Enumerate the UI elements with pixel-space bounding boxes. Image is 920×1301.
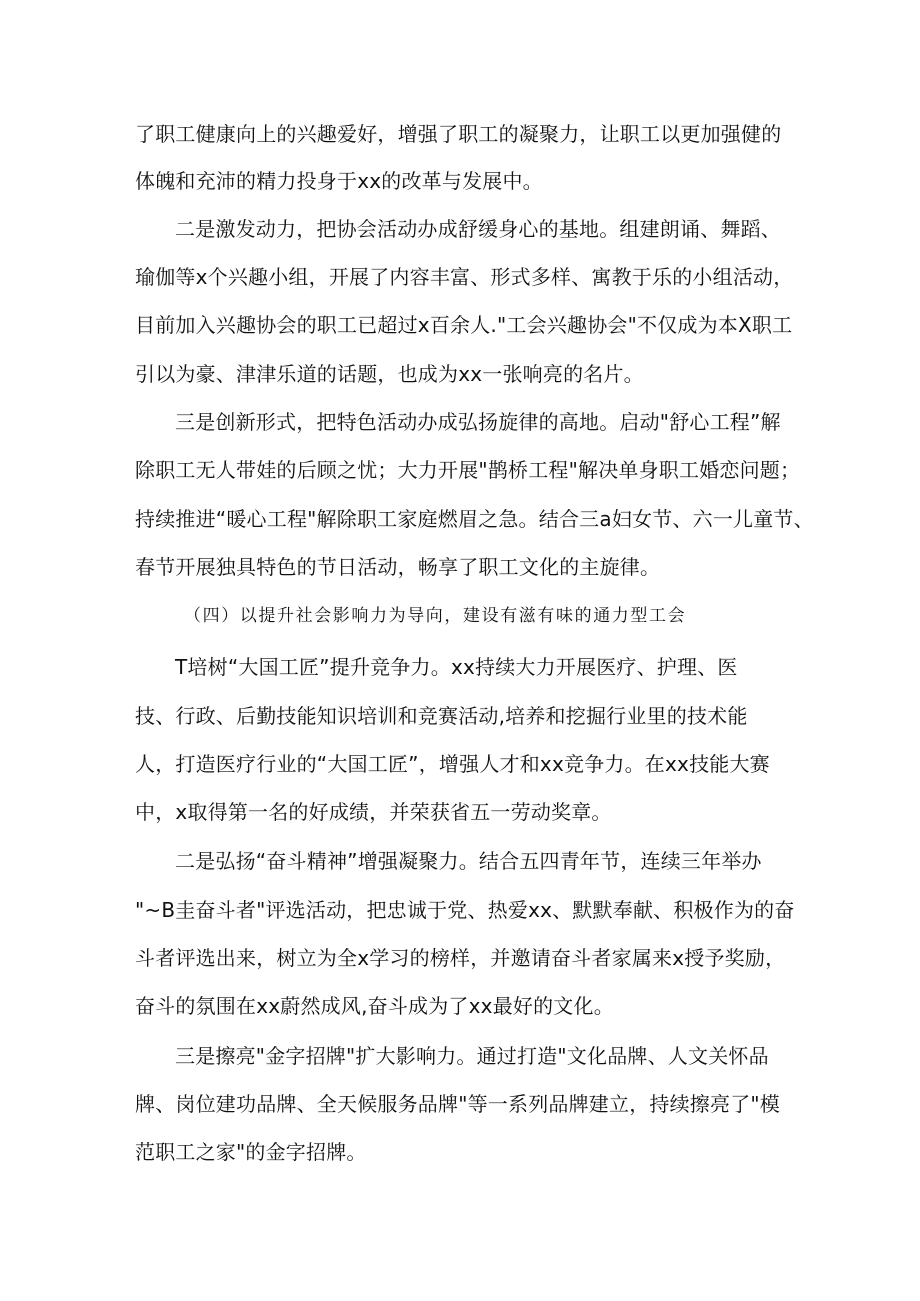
body-line: 春节开展独具特色的节日活动，畅享了职工文化的主旋律。 [135, 555, 661, 579]
body-line: 技、行政、后勤技能知识培训和竞赛活动,培养和挖掘行业里的技术能 [135, 704, 748, 728]
body-line: T培树“大国工匠”提升竞争力。xx持续大力开展医疗、护理、医 [175, 655, 738, 679]
body-line: 人，打造医疗行业的“大国工匠”，增强人才和xx竞争力。在xx技能大赛 [135, 752, 770, 776]
body-line: "~B圭奋斗者"评选活动，把忠诚于党、热爱xx、默默奉献、积极作为的奋 [135, 898, 795, 922]
body-line: 范职工之家"的金字招牌。 [135, 1140, 367, 1164]
body-line: 瑜伽等x个兴趣小组，开展了内容丰富、形式多样、寓教于乐的小组活动， [135, 265, 794, 289]
body-line: 二是激发动力，把协会活动办成舒缓身心的基地。组建朗诵、舞蹈、 [175, 217, 781, 241]
body-line: 目前加入兴趣协会的职工已超过x百余人."工会兴趣协会"不仅成为本X职工 [135, 313, 793, 337]
body-line: 持续推进“暖心工程"解除职工家庭燃眉之急。结合三a妇女节、六一儿童节、 [135, 507, 814, 531]
body-line: 体魄和充沛的精力投身于xx的改革与发展中。 [135, 169, 543, 193]
body-line: 二是弘扬“奋斗精神”增强凝聚力。结合五四青年节，连续三年举办 [175, 849, 762, 873]
body-line: 奋斗的氛围在xx蔚然成风,奋斗成为了xx最好的文化。 [135, 994, 614, 1018]
body-line: 了职工健康向上的兴趣爱好，增强了职工的凝聚力，让职工以更加强健的 [135, 122, 782, 146]
section-heading: （四）以提升社会影响力为导向，建设有滋有味的通力型工会 [184, 606, 687, 626]
body-line: 三是擦亮"金字招牌"扩大影响力。通过打造"文化品牌、人文关怀品 [175, 1044, 769, 1068]
body-line: 三是创新形式，把特色活动办成弘扬旋律的高地。启动"舒心工程”解 [175, 410, 781, 434]
body-line: 除职工无人带娃的后顾之忧；大力开展"鹊桥工程"解决单身职工婚恋问题； [135, 458, 801, 482]
body-line: 牌、岗位建功品牌、全天候服务品牌"等一系列品牌建立，持续擦亮了"模 [135, 1092, 780, 1116]
body-line: 中，x取得第一名的好成绩，并荣获省五一劳动奖章。 [135, 800, 612, 824]
body-line: 斗者评选出来，树立为全x学习的榜样，并邀请奋斗者家属来x授予奖励， [135, 946, 786, 970]
body-line: 引以为豪、津津乐道的话题，也成为xx一张响亮的名片。 [135, 362, 644, 386]
